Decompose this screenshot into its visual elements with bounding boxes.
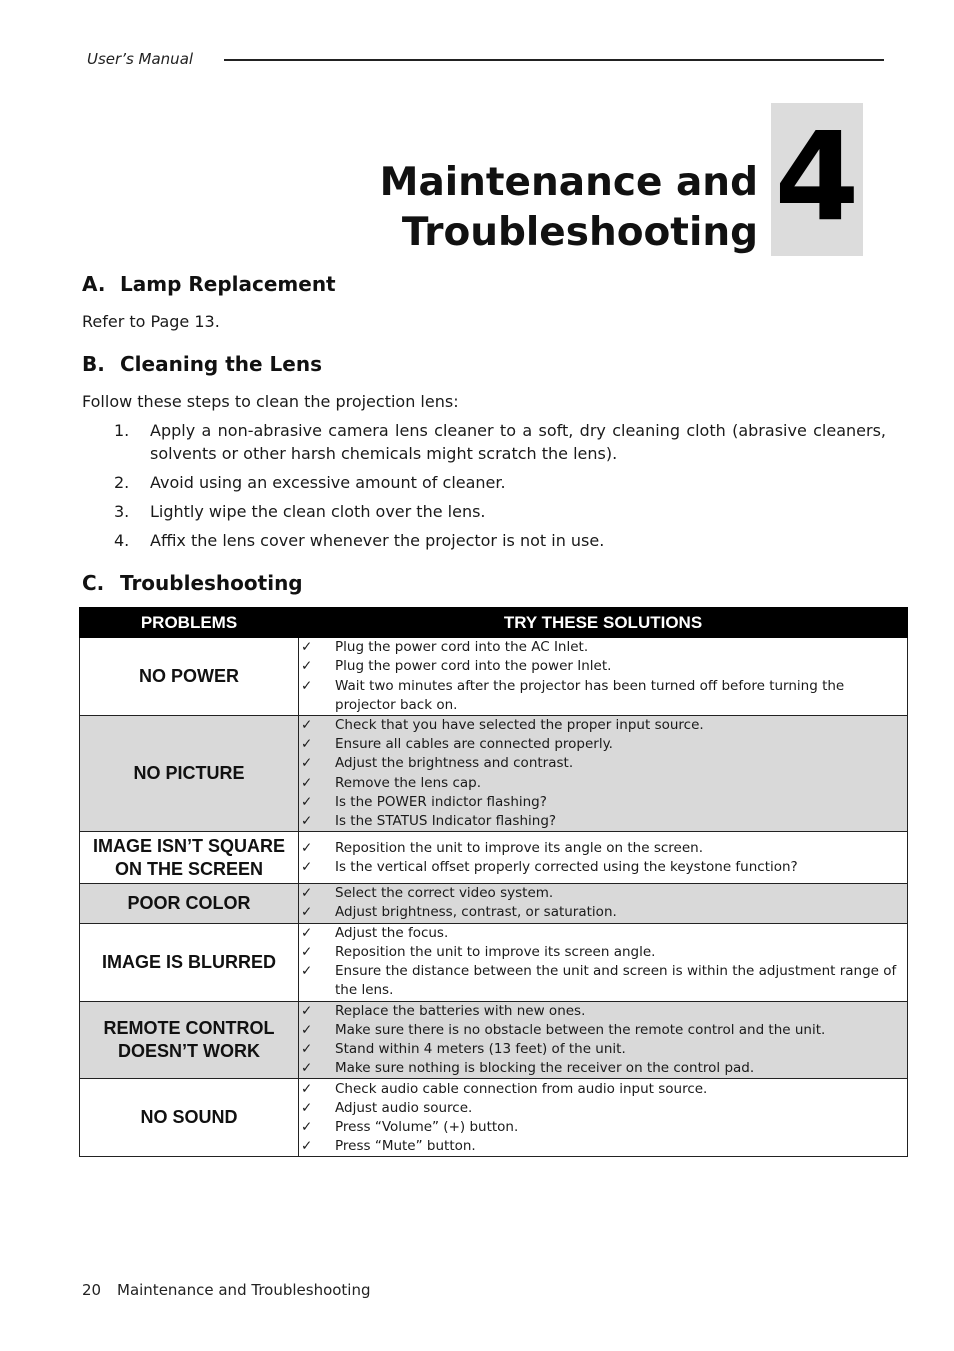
solution-text: Wait two minutes after the projector has been turned off before turning the projector back on. [335, 677, 845, 713]
solution-text: Reposition the unit to improve its angle on the screen. [335, 839, 703, 856]
chapter-number-box [771, 103, 863, 256]
step-text: Lightly wipe the clean cloth over the lens. [150, 502, 486, 521]
solution-item [299, 1040, 907, 1059]
section-title: Cleaning the Lens [120, 352, 322, 376]
solution-item [299, 774, 907, 793]
section-title: Troubleshooting [120, 571, 303, 595]
table-row [80, 884, 908, 923]
step-text: Affix the lens cover whenever the projector is not in use. [150, 531, 605, 550]
check-icon: ✓ [301, 839, 313, 856]
solution-text: Plug the power cord into the AC Inlet. [335, 639, 589, 656]
section-title: Lamp Replacement [120, 272, 336, 296]
solution-item [299, 716, 907, 735]
solutions-cell [299, 1001, 908, 1079]
footer-page-number: 20 [82, 1281, 102, 1299]
solution-item [299, 943, 907, 962]
solution-text: Remove the lens cap. [335, 774, 482, 791]
solution-text: Is the STATUS Indicator flashing? [335, 813, 557, 830]
section-heading-troubleshooting [82, 571, 303, 595]
chapter-title-line2: Troubleshooting [401, 210, 758, 255]
table-row [80, 1001, 908, 1079]
problem-line: REMOTE CONTROL [103, 1018, 275, 1039]
problem-line: DOESN’T WORK [118, 1041, 260, 1062]
solution-item [299, 1021, 907, 1040]
check-icon: ✓ [301, 885, 313, 902]
step-text: Apply a non-abrasive camera lens cleaner to a soft, dry cleaning cloth (abrasive cleaners, solvents or other harsh chemicals might scratch the lens). [150, 421, 886, 463]
list-item [114, 471, 886, 494]
check-icon: ✓ [301, 774, 313, 791]
step-number: 1. [114, 421, 130, 440]
solutions-header: TRY THESE SOLUTIONS [299, 608, 908, 638]
problem-line: ON THE SCREEN [114, 858, 264, 879]
check-icon: ✓ [301, 943, 313, 960]
section-heading-cleaning-lens [82, 352, 322, 376]
section-letter: B. [82, 352, 105, 376]
solution-item [299, 638, 907, 657]
problem-cell: NO SOUND [80, 1079, 299, 1157]
table-header-row [80, 608, 908, 638]
check-icon: ✓ [301, 1138, 313, 1155]
solution-text: Press “Mute” button. [335, 1138, 476, 1155]
problem-line: IMAGE ISN’T SQUARE [92, 835, 285, 856]
solution-item [299, 1080, 907, 1099]
solution-item [299, 903, 907, 922]
solution-text: Is the vertical offset properly corrected using the keystone function? [335, 858, 798, 875]
check-icon: ✓ [301, 1021, 313, 1038]
solutions-cell [299, 884, 908, 923]
solution-item [299, 1137, 907, 1156]
step-number: 2. [114, 473, 130, 492]
section-letter: C. [82, 571, 105, 595]
check-icon: ✓ [301, 736, 313, 753]
list-item [114, 500, 886, 523]
lamp-replacement-text: Refer to Page 13. [82, 312, 220, 331]
solution-item [299, 657, 907, 676]
check-icon: ✓ [301, 963, 313, 980]
solution-item [299, 924, 907, 943]
solution-item [299, 677, 907, 715]
solution-text: Adjust the brightness and contrast. [335, 755, 574, 772]
footer-title: Maintenance and Troubleshooting [117, 1281, 371, 1299]
cleaning-intro: Follow these steps to clean the projection lens: [82, 392, 459, 411]
solutions-cell [299, 638, 908, 716]
table-row [80, 716, 908, 832]
check-icon: ✓ [301, 1060, 313, 1077]
solution-text: Ensure the distance between the unit and screen is within the adjustment range of the lens. [335, 963, 897, 999]
solution-item [299, 839, 907, 858]
solution-item [299, 962, 907, 1000]
solution-text: Check that you have selected the proper input source. [335, 717, 704, 733]
check-icon: ✓ [301, 858, 313, 875]
solution-text: Adjust the focus. [335, 924, 449, 941]
step-text: Avoid using an excessive amount of cleaner. [150, 473, 506, 492]
check-icon: ✓ [301, 813, 313, 830]
problem-cell: IMAGE IS BLURRED [80, 923, 299, 1001]
troubleshooting-table [79, 607, 908, 1157]
check-icon: ✓ [301, 658, 313, 675]
problem-cell: POOR COLOR [80, 884, 299, 923]
check-icon: ✓ [301, 924, 313, 941]
solution-item [299, 754, 907, 773]
solution-text: Replace the batteries with new ones. [335, 1002, 586, 1019]
section-heading-lamp-replacement [82, 272, 336, 296]
check-icon: ✓ [301, 1041, 313, 1058]
list-item [114, 419, 886, 465]
cleaning-steps-list [114, 419, 886, 558]
solution-item [299, 884, 907, 903]
solution-item [299, 858, 907, 877]
solution-text: Plug the power cord into the power Inlet. [335, 658, 612, 675]
solution-text: Adjust brightness, contrast, or saturation. [335, 904, 617, 921]
solution-item [299, 812, 907, 831]
check-icon: ✓ [301, 1002, 313, 1019]
running-header: User’s Manual [87, 50, 194, 68]
solution-item [299, 1099, 907, 1118]
problems-header: PROBLEMS [80, 608, 299, 638]
check-icon: ✓ [301, 793, 313, 810]
check-icon: ✓ [301, 1099, 313, 1116]
solution-item [299, 1059, 907, 1078]
check-icon: ✓ [301, 677, 313, 694]
check-icon: ✓ [301, 755, 313, 772]
check-icon: ✓ [301, 1118, 313, 1135]
chapter-title-line1: Maintenance and [379, 160, 758, 205]
table-row [80, 1079, 908, 1157]
list-item [114, 529, 886, 552]
check-icon: ✓ [301, 904, 313, 921]
solution-item [299, 1118, 907, 1137]
table-row [80, 832, 908, 884]
check-icon: ✓ [301, 639, 313, 656]
solutions-cell [299, 832, 908, 884]
solution-text: Stand within 4 meters (13 feet) of the unit. [335, 1041, 626, 1058]
step-number: 4. [114, 531, 130, 550]
solution-text: Select the correct video system. [335, 885, 554, 902]
header-rule [224, 59, 884, 61]
solution-text: Reposition the unit to improve its screen angle. [335, 943, 656, 960]
solutions-cell [299, 1079, 908, 1157]
solution-text: Make sure nothing is blocking the receiver on the control pad. [335, 1060, 755, 1077]
step-number: 3. [114, 502, 130, 521]
solutions-cell [299, 716, 908, 832]
chapter-number: 4 [774, 106, 860, 248]
problem-cell: NO PICTURE [80, 716, 299, 832]
solution-item [299, 793, 907, 812]
solution-text: Check audio cable connection from audio input source. [335, 1080, 708, 1097]
solution-text: Ensure all cables are connected properly. [335, 736, 613, 753]
solution-text: Press “Volume” (+) button. [335, 1118, 519, 1135]
table-row [80, 923, 908, 1001]
chapter-title [380, 158, 758, 258]
section-letter: A. [82, 272, 106, 296]
solution-text: Adjust audio source. [335, 1099, 473, 1116]
solution-item [299, 735, 907, 754]
table-row [80, 638, 908, 716]
solutions-cell [299, 923, 908, 1001]
check-icon: ✓ [301, 1080, 313, 1097]
check-icon: ✓ [301, 717, 313, 733]
solution-text: Make sure there is no obstacle between the remote control and the unit. [335, 1021, 826, 1038]
solution-item [299, 1002, 907, 1021]
problem-cell [80, 1001, 299, 1079]
problem-cell [80, 832, 299, 884]
problem-cell: NO POWER [80, 638, 299, 716]
solution-text: Is the POWER indictor flashing? [335, 793, 547, 810]
